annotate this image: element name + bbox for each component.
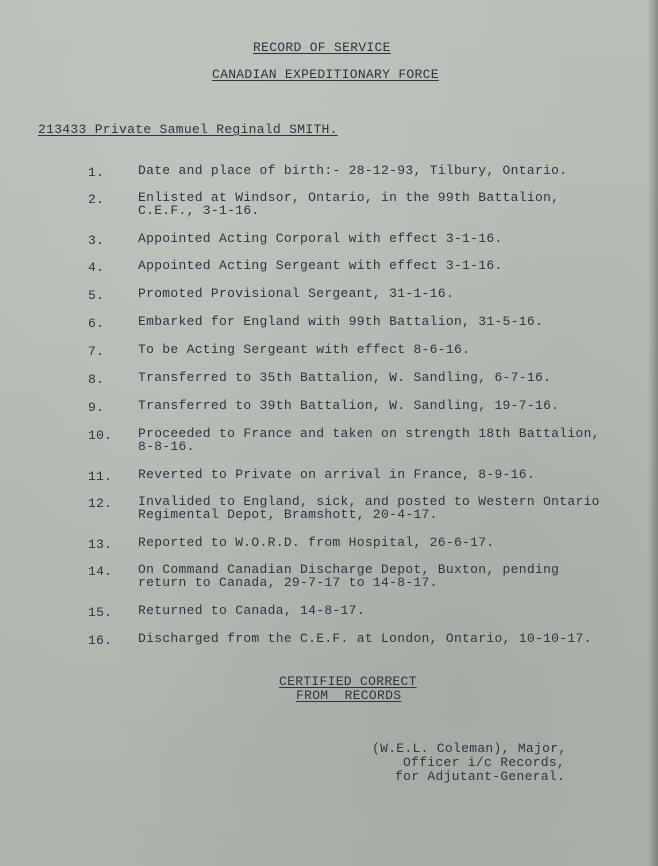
certification-line-2: FROM RECORDS xyxy=(296,688,402,703)
entry-number: 4. xyxy=(88,260,105,275)
entry-text xyxy=(138,633,592,646)
entry-number: 11. xyxy=(88,469,113,484)
entry-line: Transferred to 35th Battalion, W. Sandling, 6-7-16. xyxy=(138,370,552,385)
entry-line: Reverted to Private on arrival in France, 8-9-16. xyxy=(138,467,535,482)
entry-line: Regimental Depot, Bramshott, 20-4-17. xyxy=(138,506,438,522)
header-title: RECORD OF SERVICE xyxy=(253,40,391,55)
entry-line: C.E.F., 3-1-16. xyxy=(138,202,260,218)
header-subtitle: CANADIAN EXPEDITIONARY FORCE xyxy=(212,67,439,82)
entry-text xyxy=(138,316,543,329)
entry-line: Transferred to 39th Battalion, W. Sandling, 19-7-16. xyxy=(138,398,560,413)
entry-number: 8. xyxy=(88,372,105,387)
entry-number: 15. xyxy=(88,605,113,620)
entry-line: On Command Canadian Discharge Depot, Buxton, pending xyxy=(138,562,560,577)
soldier-name-line: 213433 Private Samuel Reginald SMITH. xyxy=(38,122,338,137)
entry-line: Promoted Provisional Sergeant, 31-1-16. xyxy=(138,286,454,301)
entry-line: Appointed Acting Corporal with effect 3-1-16. xyxy=(138,231,503,246)
entry-number: 2. xyxy=(88,192,105,207)
entry-number: 9. xyxy=(88,400,105,415)
entry-line: Reported to W.O.R.D. from Hospital, 26-6-17. xyxy=(138,535,495,550)
entry-line: Enlisted at Windsor, Ontario, in the 99th Battalion, xyxy=(138,190,560,205)
entry-number: 13. xyxy=(88,537,113,552)
entry-text xyxy=(138,469,535,482)
entry-line: return to Canada, 29-7-17 to 14-8-17. xyxy=(138,574,438,590)
entry-number: 7. xyxy=(88,344,105,359)
entry-text xyxy=(138,400,559,413)
entry-line: Appointed Acting Sergeant with effect 3-1-16. xyxy=(138,258,503,273)
entry-number: 1. xyxy=(88,165,105,180)
entry-number: 12. xyxy=(88,496,113,511)
entry-number: 3. xyxy=(88,233,105,248)
entry-text xyxy=(138,260,503,273)
entry-line: To be Acting Sergeant with effect 8-6-16. xyxy=(138,342,471,357)
entry-text xyxy=(138,496,600,521)
entry-line: Date and place of birth:- 28-12-93, Tilbury, Ontario. xyxy=(138,163,568,178)
entry-line: Embarked for England with 99th Battalion, 31-5-16. xyxy=(138,314,544,329)
entry-text xyxy=(138,372,551,385)
entry-text xyxy=(138,192,559,217)
entry-number: 16. xyxy=(88,633,113,648)
entry-text xyxy=(138,537,494,550)
entry-number: 6. xyxy=(88,316,105,331)
entry-text xyxy=(138,428,600,453)
entry-text xyxy=(138,605,365,618)
signature-title: Officer i/c Records, xyxy=(403,755,566,770)
entry-number: 14. xyxy=(88,564,113,579)
entry-line: Proceeded to France and taken on strength 18th Battalion, xyxy=(138,426,600,441)
entry-text xyxy=(138,233,503,246)
entry-line: 8-8-16. xyxy=(138,438,195,454)
certification-line-1: CERTIFIED CORRECT xyxy=(279,674,417,689)
entry-text xyxy=(138,288,454,301)
entry-line: Discharged from the C.E.F. at London, Ontario, 10-10-17. xyxy=(138,631,592,646)
entry-number: 5. xyxy=(88,288,105,303)
signature-name: (W.E.L. Coleman), Major, xyxy=(372,741,567,756)
entry-line: Returned to Canada, 14-8-17. xyxy=(138,603,365,618)
entry-number: 10. xyxy=(88,428,113,443)
signature-authority: for Adjutant-General. xyxy=(395,769,566,784)
entry-text xyxy=(138,344,470,357)
entry-line: Invalided to England, sick, and posted to Western Ontario xyxy=(138,494,600,509)
entry-text xyxy=(138,564,559,589)
entry-text xyxy=(138,165,567,178)
